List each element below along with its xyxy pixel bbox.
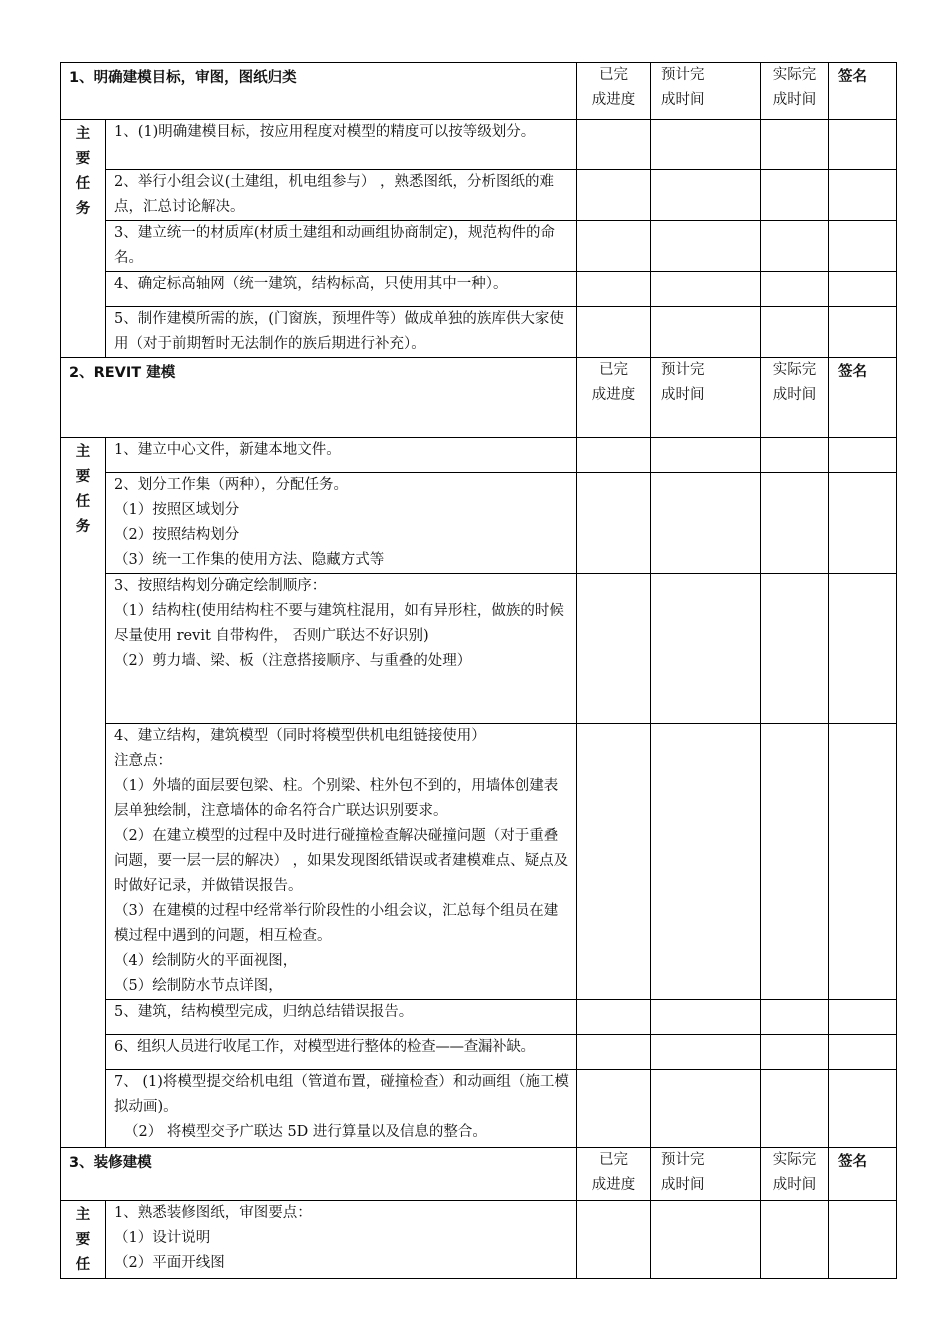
header-actual: 实际完 成时间 [761,358,829,438]
header-sign: 签名 [829,358,897,438]
header-actual: 实际完 成时间 [761,63,829,120]
task-row [61,221,897,272]
main-tasks-label: 主 要 任 [61,1201,106,1279]
task-plan-table [60,62,897,1279]
header-sign: 签名 [829,63,897,120]
task-cell: 4、确定标高轴网（统一建筑，结构标高，只使用其中一种）。 [106,272,577,307]
task-row [61,1000,897,1035]
task-cell: 3、按照结构划分确定绘制顺序： （1）结构柱(使用结构柱不要与建筑柱混用，如有异形柱，做族的时候尽量使用 revit 自带构件， 否则广联达不好识别) （2）剪力墙、梁、板（注意搭接顺序、与重叠的处理） [106,574,577,724]
task-cell: 5、建筑，结构模型完成，归纳总结错误报告。 [106,1000,577,1035]
task-row [61,272,897,307]
header-done: 已完 成进度 [577,358,651,438]
task-row [61,438,897,473]
task-cell: 1、(1)明确建模目标，按应用程度对模型的精度可以按等级划分。 [106,120,577,170]
header-done: 已完 成进度 [577,1148,651,1201]
task-cell: 1、熟悉装修图纸，审图要点： （1）设计说明 （2）平面开线图 [106,1201,577,1279]
task-row [61,170,897,221]
header-actual: 实际完 成时间 [761,1148,829,1201]
header-planned: 预计完 成时间 [651,1148,761,1201]
task-row [61,574,897,724]
section-header-row [61,358,897,438]
header-done: 已完 成进度 [577,63,651,120]
task-row [61,1201,897,1279]
task-cell: 6、组织人员进行收尾工作，对模型进行整体的检查——查漏补缺。 [106,1035,577,1070]
section-title: 2、REVIT 建模 [61,358,577,438]
header-sign: 签名 [829,1148,897,1201]
header-planned: 预计完 成时间 [651,358,761,438]
task-row [61,120,897,170]
main-tasks-label: 主 要 任 务 [61,438,106,1148]
task-cell: 3、建立统一的材质库(材质土建组和动画组协商制定)，规范构件的命名。 [106,221,577,272]
task-cell: 2、划分工作集（两种），分配任务。 （1）按照区域划分 （2）按照结构划分 （3）统一工作集的使用方法、隐藏方式等 [106,473,577,574]
section-header-row [61,1148,897,1201]
task-row [61,1070,897,1148]
header-planned: 预计完 成时间 [651,63,761,120]
task-row [61,473,897,574]
section-title: 3、装修建模 [61,1148,577,1201]
section-title: 1、明确建模目标，审图，图纸归类 [61,63,577,120]
task-cell: 1、建立中心文件，新建本地文件。 [106,438,577,473]
task-cell: 4、建立结构，建筑模型（同时将模型供机电组链接使用） 注意点： （1）外墙的面层要包梁、柱。个别梁、柱外包不到的，用墙体创建表层单独绘制，注意墙体的命名符合广联达识别要求。 （2）在建立模型的过程中及时进行碰撞检查解决碰撞问题（对于重叠问题，要一层一层的解决） ，如果发现图纸错误或者建模难点、疑点及时做好记录，并做错误报告。 （3）在建模的过程中经常举行阶段性的小组会议，汇总每个组员在建模过程中遇到的问题，相互检查。 （4）绘制防火的平面视图， （5）绘制防水节点详图， [106,724,577,1000]
section-header-row [61,63,897,120]
main-tasks-label: 主 要 任 务 [61,120,106,358]
task-cell: 7、 (1)将模型提交给机电组（管道布置，碰撞检查）和动画组（施工模拟动画)。 （2） 将模型交予广联达 5D 进行算量以及信息的整合。 [106,1070,577,1148]
task-row [61,307,897,358]
task-cell: 2、举行小组会议(土建组，机电组参与） ，熟悉图纸，分析图纸的难点，汇总讨论解决。 [106,170,577,221]
task-row [61,724,897,1000]
task-row [61,1035,897,1070]
task-cell: 5、制作建模所需的族，(门窗族，预埋件等）做成单独的族库供大家使用（对于前期暂时无法制作的族后期进行补充）。 [106,307,577,358]
